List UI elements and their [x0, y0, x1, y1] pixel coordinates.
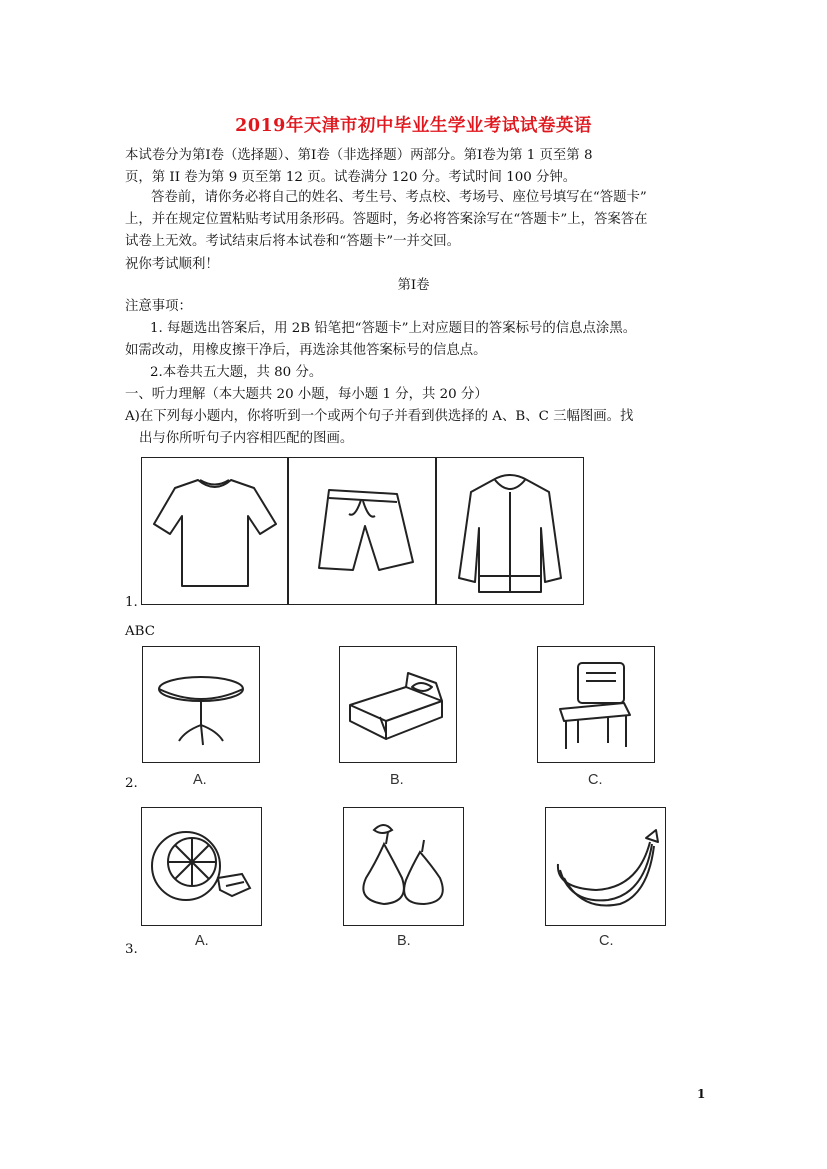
part1-instruction-a: A)在下列每小题内，你将听到一个或两个句子并看到供选择的 A、B、C 三幅图画。找 — [125, 409, 634, 424]
bed-icon — [340, 647, 456, 762]
q3-option-a-label: A. — [195, 933, 209, 949]
notes-heading: 注意事项： — [125, 299, 192, 314]
section-title: 第Ⅰ卷 — [397, 278, 430, 293]
q3-option-c-picture[interactable] — [545, 807, 666, 926]
q1-option-c-picture[interactable] — [436, 457, 584, 605]
shorts-icon — [289, 458, 435, 604]
intro-line-2: 页，第 II 卷为第 9 页至第 12 页。试卷满分 120 分。考试时间 100 分钟。 — [125, 170, 577, 185]
notes-item-1a: 1. 每题选出答案后，用 2B 铅笔把“答题卡”上对应题目的答案标号的信息点涂黑。 — [150, 321, 637, 336]
q1-labels-text: ABC — [125, 624, 156, 639]
intro-line-6: 祝你考试顺利！ — [125, 257, 219, 272]
q2-option-c-label: C. — [588, 772, 603, 788]
notes-item-2: 2.本卷共五大题，共 80 分。 — [150, 365, 323, 380]
bananas-icon — [546, 808, 665, 925]
question-number: 3. — [125, 942, 138, 957]
intro-line-4: 上，并在规定位置粘贴考试用条形码。答题时，务必将答案涂写在“答题卡”上，答案答在 — [125, 212, 648, 227]
chair-icon — [538, 647, 654, 762]
orange-icon — [142, 808, 261, 925]
q3-option-a-picture[interactable] — [141, 807, 262, 926]
q1-option-a-picture[interactable] — [141, 457, 288, 605]
t-shirt-icon — [142, 458, 287, 604]
page-title: 2019年天津市初中毕业生学业考试试卷英语 — [235, 116, 592, 136]
q2-option-b-picture[interactable] — [339, 646, 457, 763]
q2-option-a-label: A. — [193, 772, 207, 788]
q2-option-b-label: B. — [390, 772, 404, 788]
jacket-icon — [437, 458, 583, 604]
part1-instruction-b: 出与你所听句子内容相匹配的图画。 — [139, 431, 354, 446]
intro-line-3: 答卷前，请你务必将自己的姓名、考生号、考点校、考场号、座位号填写在“答题卡” — [151, 190, 647, 205]
q2-option-c-picture[interactable] — [537, 646, 655, 763]
page-number: 1 — [697, 1087, 706, 1101]
question-number: 1. — [125, 595, 138, 610]
q1-option-b-picture[interactable] — [288, 457, 436, 605]
q3-option-c-label: C. — [599, 933, 614, 949]
question-number: 2. — [125, 776, 138, 791]
part1-heading: 一、听力理解（本大题共 20 小题，每小题 1 分，共 20 分） — [125, 387, 488, 402]
q2-option-a-picture[interactable] — [142, 646, 260, 763]
q3-option-b-label: B. — [397, 933, 411, 949]
intro-line-1: 本试卷分为第Ⅰ卷（选择题）、第Ⅰ卷（非选择题）两部分。第Ⅰ卷为第 1 页至第 8 — [125, 148, 593, 163]
notes-item-1b: 如需改动，用橡皮擦干净后，再选涂其他答案标号的信息点。 — [125, 343, 487, 358]
table-icon — [143, 647, 259, 762]
q3-option-b-picture[interactable] — [343, 807, 464, 926]
pears-icon — [344, 808, 463, 925]
intro-line-5: 试卷上无效。考试结束后将本试卷和“答题卡”一并交回。 — [125, 234, 461, 249]
